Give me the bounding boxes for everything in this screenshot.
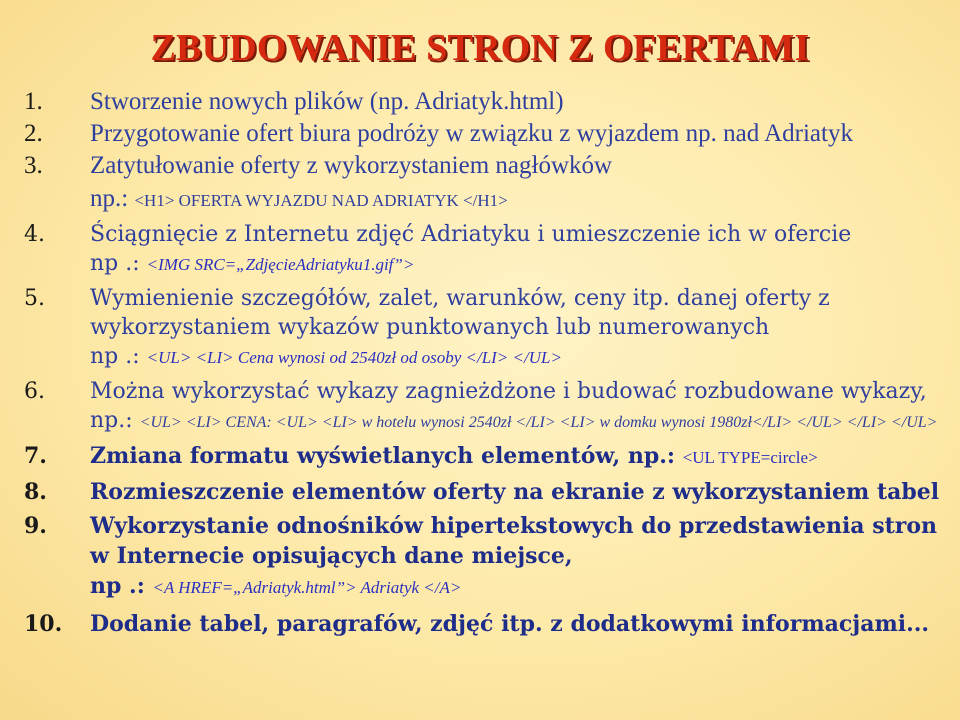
example-line [24,249,944,280]
item-number: 6. [24,379,45,404]
item-number: 4. [24,222,45,247]
example-code: <UL> <LI> Cena wynosi od 2540zł od osoby </LI> </UL> [146,348,562,367]
steps-list [24,86,944,639]
example-code: <UL> <LI> CENA: <UL> <LI> w hotelu wynosi 2540zł </LI> <LI> w domku wynosi 1980zł</LI> </UL> </LI> </UL> [139,414,938,431]
item-text: Stworzenie nowych plików (np. Adriatyk.html) [90,88,564,115]
item-number: 5. [24,286,45,311]
slide-title: ZBUDOWANIE STRON Z OFERTAMI [150,27,810,69]
item-number: 8. [24,479,47,505]
item-number: 7. [24,443,47,469]
example-code: <IMG SRC=„ZdjęcieAdriatyku1.gif”> [146,255,415,274]
list-item [24,377,944,435]
item-text-main: Zmiana formatu wyświetlanych elementów, np.: [90,443,683,469]
list-item [24,86,944,118]
item-text: Zatytułowanie oferty z wykorzystaniem nagłówków [90,152,613,179]
example-prefix: np .: [90,251,147,276]
example-line [24,182,944,218]
list-item [24,150,944,182]
item-text: Wymienienie szczegółów, zalet, warunków, ceny itp. danej oferty z wykorzystaniem wykazów punktowanych lub numerowanych [90,286,830,340]
item-text: Przygotowanie ofert biura podróży w związku z wyjazdem np. nad Adriatyk [90,120,853,147]
example-code: <UL TYPE=circle> [682,448,818,467]
item-text [90,377,944,435]
item-text: Dodanie tabel, paragrafów, zdjęć itp. z dodatkowymi informacjami... [90,611,930,637]
item-number: 9. [24,513,47,539]
example-code: <A HREF=„Adriatyk.html”> Adriatyk </A> [152,578,462,597]
item-text: Ściągnięcie z Internetu zdjęć Adriatyku i umieszczenie ich w ofercie [90,222,852,247]
item-number: 10. [24,611,63,637]
example-prefix: np .: [90,344,147,369]
list-item [24,118,944,150]
item-text [90,441,944,473]
example-code: <H1> OFERTA WYJAZDU NAD ADRIATYK </H1> [134,191,508,210]
list-item [24,609,944,639]
list-item [24,220,944,249]
item-number: 2. [24,120,43,147]
example-line [24,571,944,603]
list-item [24,477,944,507]
item-number: 3. [24,152,43,179]
item-number: 1. [24,88,43,115]
item-text: Wykorzystanie odnośników hipertekstowych do przedstawienia stron w Internecie opisujących dane miejsce, [90,513,938,569]
list-item [24,284,944,342]
example-prefix: np.: [90,185,135,212]
list-item [24,511,944,571]
item-text: Rozmieszczenie elementów oferty na ekranie z wykorzystaniem tabel [90,479,940,505]
example-prefix: np .: [90,573,153,599]
list-item [24,441,944,473]
example-line [24,342,944,373]
item-text-main: Można wykorzystać wykazy zagnieżdżone i budować rozbudowane wykazy, np.: [90,379,927,433]
